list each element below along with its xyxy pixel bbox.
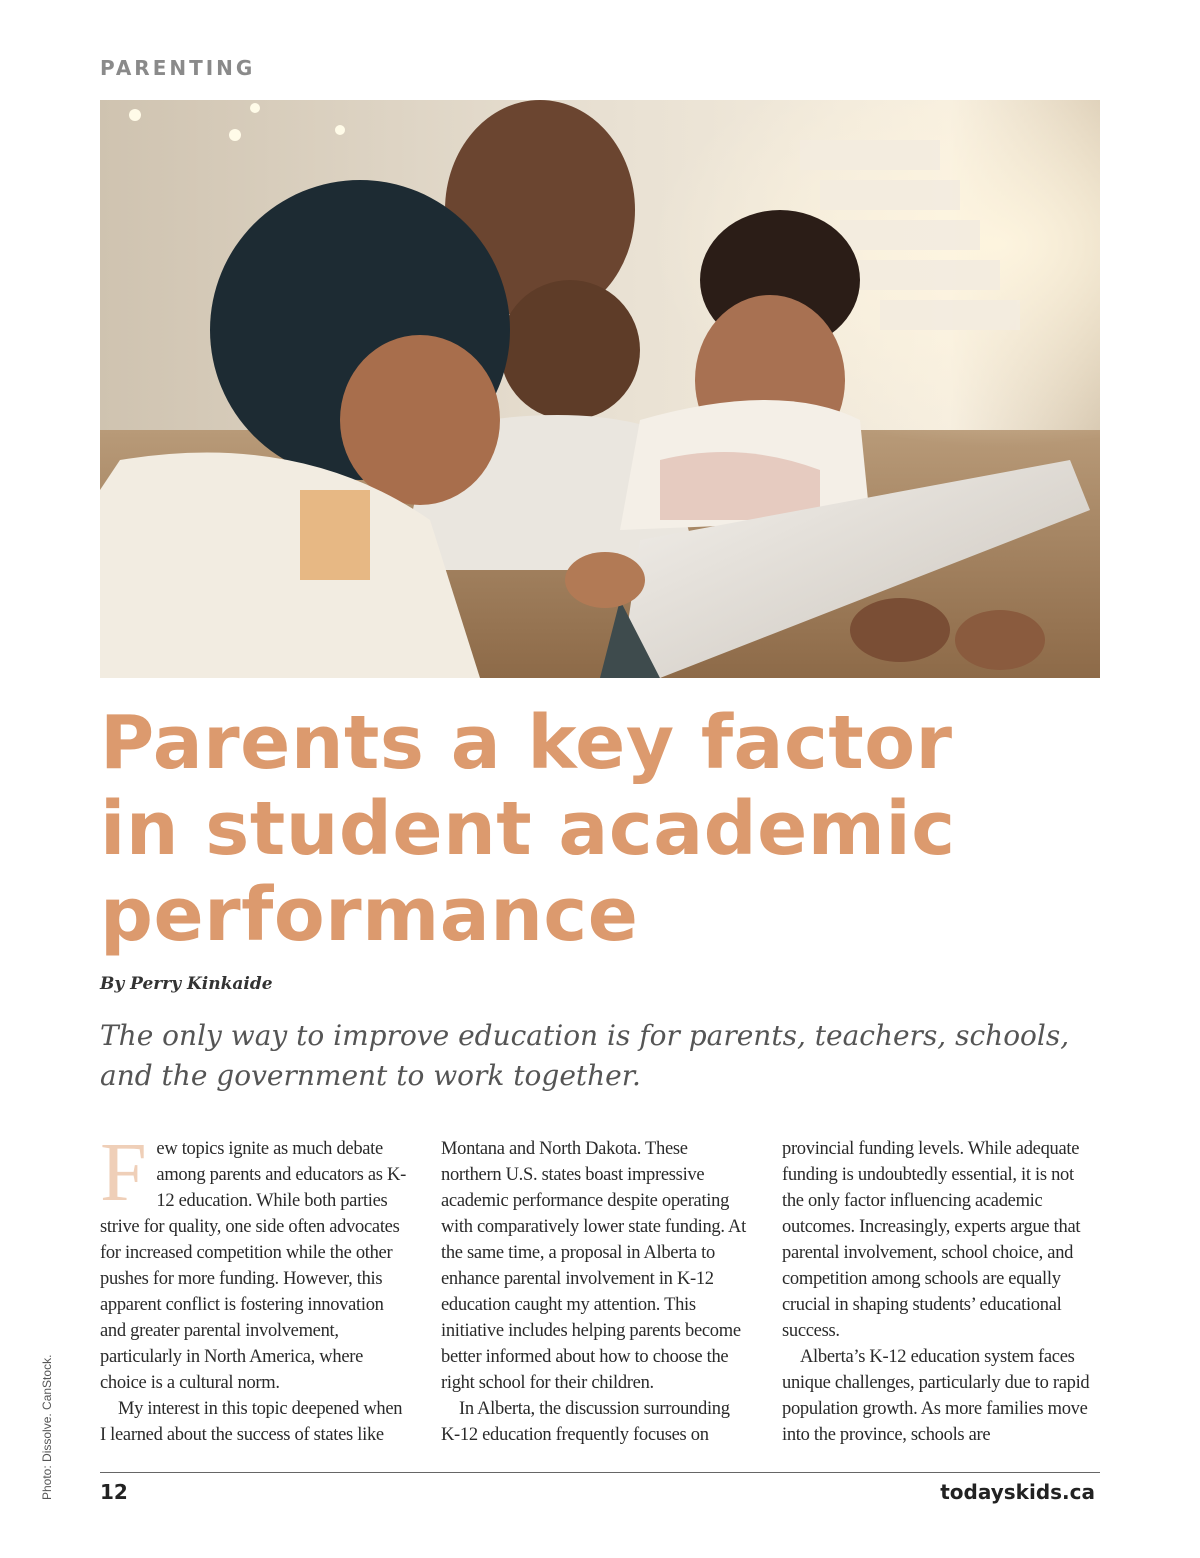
photo-credit: Photo: Dissolve. CanStock.	[40, 1354, 54, 1500]
drop-cap: F	[100, 1126, 147, 1219]
headline-line: Parents a key factor	[100, 700, 953, 786]
body-paragraph: In Alberta, the discussion surrounding K-12 education frequently focuses on	[441, 1399, 730, 1445]
headline-line: in student academic	[100, 786, 956, 872]
paragraph-text: ew topics ignite as much debate among parents and educators as K-12 education. While both parties strive for quality, one side often advocates for increased competition while the other pushes for more funding. However, this apparent conflict is fostering innovation and greater parental involvement, particularly in North America, where choice is a cultural norm.	[100, 1139, 406, 1393]
site-url: todayskids.ca	[940, 1480, 1095, 1504]
column-3	[782, 1136, 1092, 1448]
body-paragraph: Alberta’s K-12 education system faces unique challenges, particularly due to rapid population growth. As more families move into the province, schools are	[782, 1347, 1090, 1445]
headline-line: performance	[100, 872, 639, 958]
article-body	[100, 1126, 1100, 1456]
footer-divider	[100, 1472, 1100, 1473]
body-paragraph: provincial funding levels. While adequate funding is undoubtedly essential, it is not the only factor influencing academic outcomes. Increasingly, experts argue that parental involvement, school choice, and competition among schools are equally crucial in shaping students’ educational success.	[782, 1139, 1081, 1341]
section-label: PARENTING	[100, 56, 256, 80]
column-1	[100, 1126, 410, 1448]
byline: By Perry Kinkaide	[100, 974, 273, 994]
body-paragraph: Montana and North Dakota. These northern U.S. states boast impressive academic performance despite operating with comparatively lower state funding. At the same time, a proposal in Alberta to enhance parental involvement in K-12 education caught my attention. This initiative includes helping parents become better informed about how to choose the right school for their children.	[441, 1139, 746, 1393]
hero-photo	[100, 100, 1100, 678]
article-headline	[100, 700, 1100, 958]
body-paragraph: My interest in this topic deepened when I learned about the success of states like	[100, 1399, 403, 1445]
article-dek: The only way to improve education is for parents, teachers, schools, and the government to work together.	[100, 1019, 1070, 1092]
column-2	[441, 1136, 751, 1448]
body-paragraph	[100, 1126, 410, 1396]
page-number: 12	[100, 1480, 128, 1504]
